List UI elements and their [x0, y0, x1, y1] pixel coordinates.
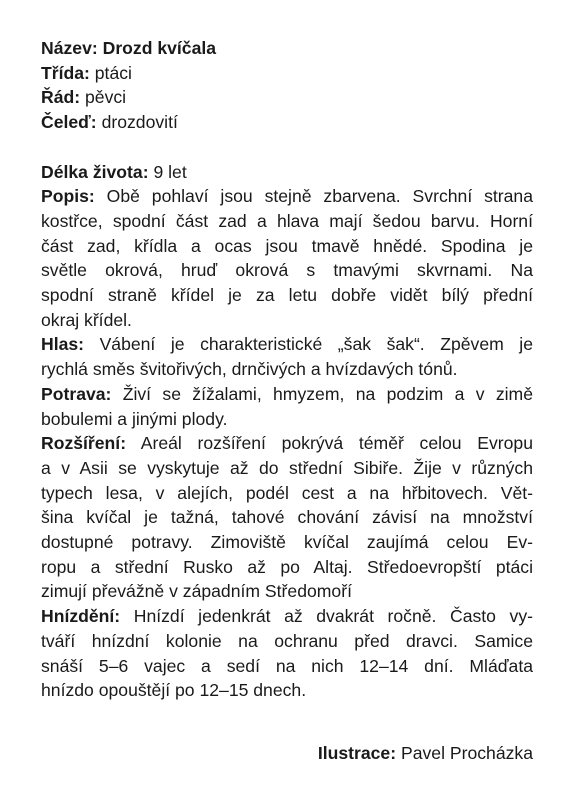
range-line: šina kvíčal je tažná, tahové chování závisí na množství: [41, 507, 533, 528]
nesting-line: tváří hnízdní kolonie na ochranu před dravci. Samice: [41, 630, 533, 651]
name-value: Drozd kvíčala: [102, 38, 217, 58]
family-row: [41, 110, 533, 135]
family-label: Čeleď:: [41, 112, 97, 133]
name-label: Název:: [41, 38, 98, 58]
name-row: [41, 36, 533, 61]
class-value: ptáci: [94, 62, 132, 83]
food-line: Potrava: Živí se žížalami, hmyzem, na podzim a v zimě: [41, 383, 533, 404]
range-paragraph: [41, 431, 533, 604]
class-row: [41, 61, 533, 86]
lifespan-value: 9 let: [153, 161, 187, 182]
description-line: Popis: Obě pohlaví jsou stejně zbarvena. Svrchní strana: [41, 186, 533, 207]
range-line: zimují převážně v západním Středomoří: [41, 581, 352, 602]
order-row: [41, 85, 533, 110]
class-label: Třída:: [41, 62, 90, 83]
description-paragraph: [41, 184, 533, 332]
description-line: okraj křídel.: [41, 309, 132, 330]
voice-label: Hlas:: [41, 334, 85, 355]
order-value: pěvci: [85, 87, 127, 108]
voice-paragraph: [41, 332, 533, 381]
illustration-credit: [318, 741, 533, 765]
food-paragraph: [41, 382, 533, 431]
nesting-line: hnízdo opouštějí po 12–15 dnech.: [41, 680, 307, 701]
nesting-line: snáší 5–6 vajec a sedí na nich 12–14 dní. Mláďata: [41, 655, 533, 676]
order-label: Řád:: [41, 87, 81, 108]
range-line: Rozšíření: Areál rozšíření pokrývá téměř celou Evropu: [41, 433, 533, 454]
description-line: část zad, křídla a ocas jsou tmavě hnědé. Spodina je: [41, 235, 533, 256]
description-line: kostřce, spodní část zad a hlava mají šedou barvu. Horní: [41, 210, 533, 231]
range-line: a v Asii se vyskytuje až do střední Sibiře. Žije v různých: [41, 457, 533, 478]
food-label: Potrava:: [41, 383, 112, 404]
food-line: bobulemi a jinými plody.: [41, 408, 228, 429]
nesting-label: Hnízdění:: [41, 606, 121, 627]
nesting-paragraph: [41, 604, 533, 703]
species-card: [41, 36, 533, 703]
nesting-line: Hnízdění: Hnízdí jedenkrát až dvakrát ročně. Často vy-: [41, 606, 533, 627]
section-spacer: [41, 135, 533, 160]
range-line: ropu a střední Rusko až po Altaj. Středoevropští ptáci: [41, 556, 533, 577]
description-line: spodní straně křídel je za letu dobře vidět bílý přední: [41, 285, 533, 306]
range-line: dostupné potravy. Zimoviště kvíčal zaujímá celou Ev-: [41, 532, 533, 553]
lifespan-row: [41, 160, 533, 185]
family-value: drozdovití: [101, 112, 178, 133]
credit-value: Pavel Procházka: [400, 743, 533, 763]
range-line: typech lesa, v alejích, podél cest a na hřbitovech. Vět-: [41, 482, 533, 503]
description-label: Popis:: [41, 186, 95, 207]
lifespan-label: Délka života:: [41, 161, 149, 182]
range-label: Rozšíření:: [41, 433, 127, 454]
voice-line: rychlá směs švitořivých, drnčivých a hvízdavých tónů.: [41, 359, 458, 380]
description-line: světle okrová, hruď okrová s tmavými skvrnami. Na: [41, 260, 533, 281]
credit-label: Ilustrace:: [317, 743, 397, 763]
voice-line: Hlas: Vábení je charakteristické „šak šak“. Zpěvem je: [41, 334, 533, 355]
